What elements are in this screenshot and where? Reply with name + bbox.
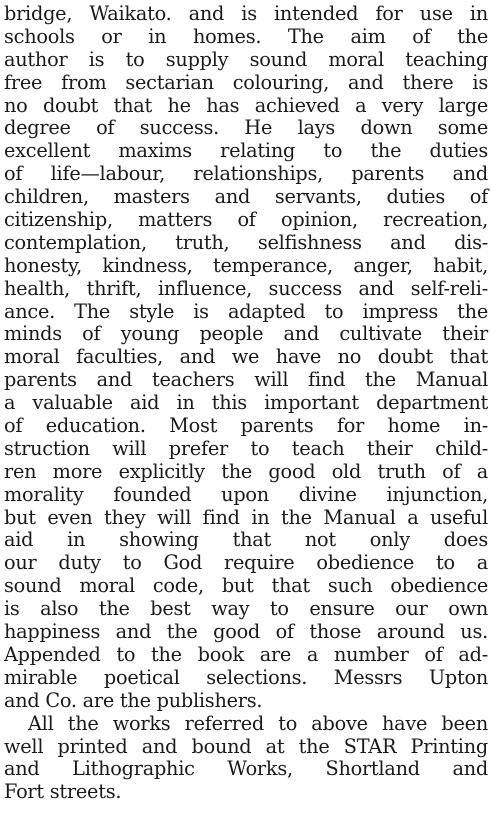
text-line: ren more explicitly the good old truth of a xyxy=(4,459,488,483)
text-line: a valuable aid in this important department xyxy=(4,391,488,415)
text-line: children, masters and servants, duties of xyxy=(4,185,488,209)
text-line: morality founded upon divine injunction, xyxy=(4,482,488,506)
text-line: honesty, kindness, temperance, anger, habit, xyxy=(4,253,488,277)
text-line: aid in showing that not only does xyxy=(4,528,488,552)
text-line: of life—labour, relationships, parents and xyxy=(4,162,488,186)
text-line: citizenship, matters of opinion, recreation, xyxy=(4,208,488,232)
text-line: All the works referred to above have been xyxy=(28,711,488,735)
text-line: bridge, Waikato. and is intended for use in xyxy=(4,2,488,25)
text-line: but even they will find in the Manual a useful xyxy=(4,505,488,529)
text-line: moral faculties, and we have no doubt that xyxy=(4,345,488,369)
text-line: mirable poetical selections. Messrs Upton xyxy=(4,665,488,689)
text-line: health, thrift, influence, success and self-reli- xyxy=(4,276,488,300)
text-line: minds of young people and cultivate their xyxy=(4,322,488,346)
text-line: Fort streets. xyxy=(4,780,122,804)
text-line: sound moral code, but that such obedience xyxy=(4,574,488,598)
text-line: is also the best way to ensure our own xyxy=(4,597,488,621)
text-line: contemplation, truth, selfishness and dis- xyxy=(4,230,488,254)
text-line: and Lithographic Works, Shortland and xyxy=(4,757,488,781)
text-line: of education. Most parents for home in- xyxy=(4,414,488,438)
text-line: ance. The style is adapted to impress the xyxy=(4,299,488,323)
text-line: no doubt that he has achieved a very large xyxy=(4,93,488,117)
text-line: struction will prefer to teach their child- xyxy=(4,436,488,460)
text-line: free from sectarian colouring, and there is xyxy=(4,70,488,94)
text-line: well printed and bound at the STAR Printing xyxy=(4,734,488,758)
text-line: and Co. are the publishers. xyxy=(4,688,263,712)
text-line: author is to supply sound moral teaching xyxy=(4,47,488,71)
text-line: parents and teachers will find the Manual xyxy=(4,368,488,392)
text-line: happiness and the good of those around us. xyxy=(4,620,488,644)
paragraph-2 xyxy=(4,713,488,805)
text-line: our duty to God require obedience to a xyxy=(4,551,488,575)
article-column xyxy=(4,3,488,804)
text-line: excellent maxims relating to the duties xyxy=(4,139,488,163)
paragraph-1 xyxy=(4,3,488,713)
text-line: degree of success. He lays down some xyxy=(4,116,488,140)
text-line: schools or in homes. The aim of the xyxy=(4,24,488,48)
text-line: Appended to the book are a number of ad- xyxy=(4,642,488,666)
